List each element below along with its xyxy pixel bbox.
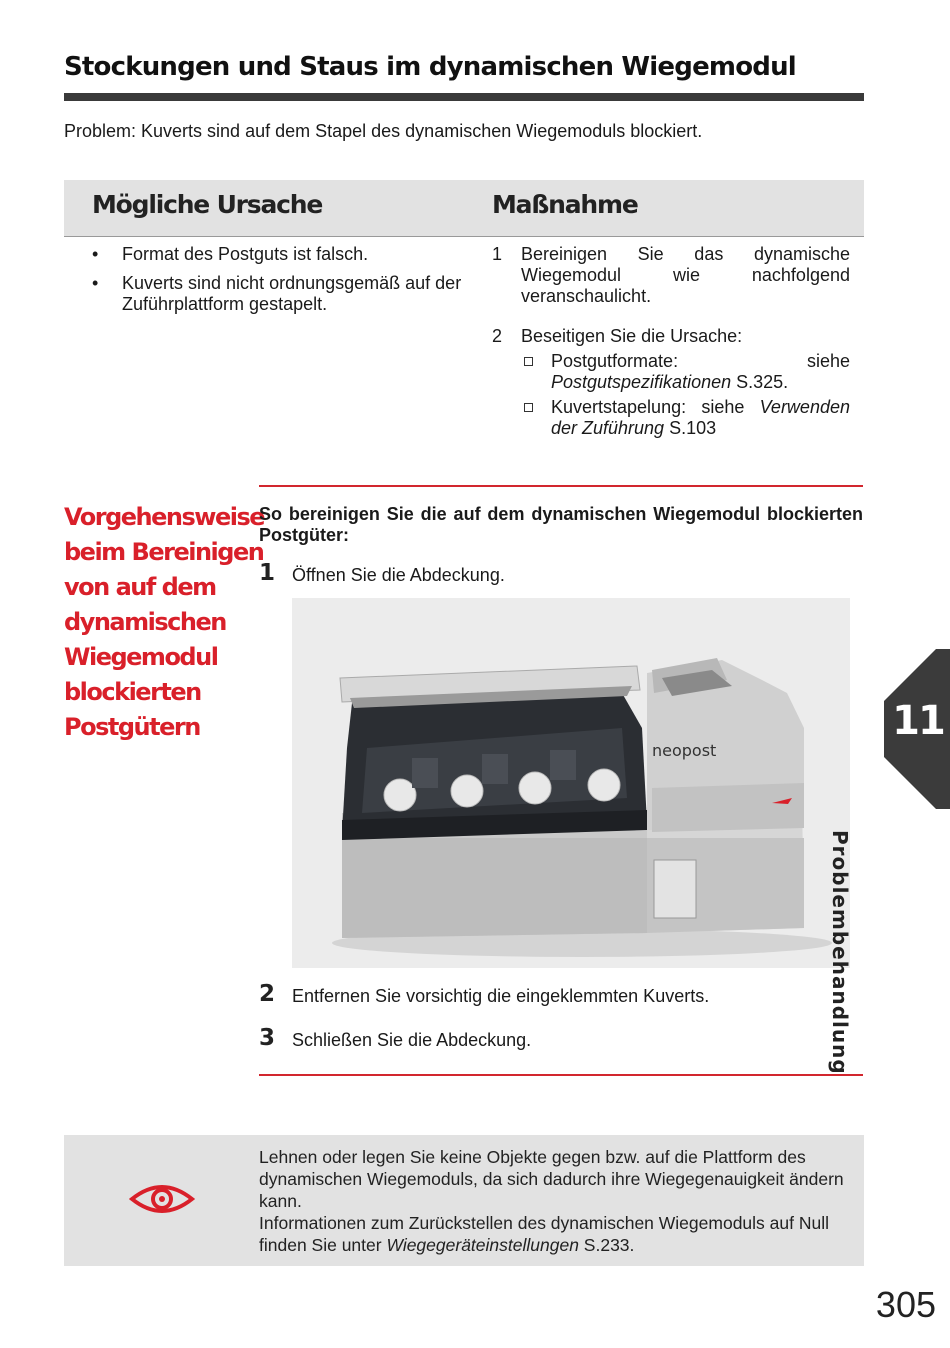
open-weighing-module-illustration <box>292 598 850 968</box>
note-text <box>259 1146 849 1256</box>
table-header-measure: Maßnahme <box>492 190 638 219</box>
cross-reference-link[interactable]: Verwenden der Zuführung <box>551 397 850 438</box>
measure-text: Beseitigen Sie die Ursache: <box>521 326 743 346</box>
measure-item <box>492 326 850 439</box>
page-title: Stockungen und Staus im dynamischen Wiegemodul <box>64 52 796 82</box>
step-number: 2 <box>259 981 276 1007</box>
cross-reference-link[interactable]: Wiegegeräteinstellungen <box>386 1235 579 1255</box>
measure-text: Bereinigen Sie das dynamische Wiegemodul wie nachfolgend veranschaulicht. <box>521 244 850 306</box>
cause-item: • Kuverts sind nicht ordnungsgemäß auf der Zuführplattform gestapelt. <box>92 273 462 315</box>
checkbox-square-icon <box>524 357 533 366</box>
checkbox-square-icon <box>524 403 533 412</box>
procedure-heading: So bereinigen Sie die auf dem dynamischen Wiegemodul blockierten Postgüter: <box>259 504 863 545</box>
step-number: 1 <box>259 560 276 586</box>
table-divider <box>64 236 864 237</box>
note-warning: Lehnen oder legen Sie keine Objekte gegen bzw. auf die Plattform des dynamischen Wiegemoduls, da sich dadurch ihre Wiegegenauigkeit ändern kann. <box>259 1147 844 1211</box>
cause-list <box>92 244 462 323</box>
section-side-title: Vorgehensweise beim Bereinigen von auf dem dynamischen Wiegemodul blockierten Postgütern <box>64 503 265 741</box>
title-rule <box>64 93 864 101</box>
machine-photo <box>292 598 850 968</box>
measure-subitem: Kuvertstapelung: siehe Verwenden der Zuführung S.103 <box>521 397 850 439</box>
section-rule-top <box>259 485 863 487</box>
step-text: Öffnen Sie die Abdeckung. <box>292 565 505 585</box>
measure-subitem: Postgutformate: siehe Postgutspezifikationen S.325. <box>521 351 850 393</box>
eye-icon <box>129 1181 195 1222</box>
chapter-number: 11 <box>892 698 944 744</box>
section-rule-bottom <box>259 1074 863 1076</box>
problem-statement: Problem: Kuverts sind auf dem Stapel des dynamischen Wiegemoduls blockiert. <box>64 121 703 141</box>
chapter-label: Problembehandlung <box>828 830 852 1075</box>
table-header-cause: Mögliche Ursache <box>92 190 323 219</box>
measure-number: 1 <box>492 244 503 264</box>
cause-item: • Format des Postguts ist falsch. <box>92 244 462 265</box>
measure-number: 2 <box>492 326 503 346</box>
cross-reference-link[interactable]: Postgutspezifikationen <box>551 372 732 392</box>
measure-list <box>492 244 850 439</box>
note-reference: Informationen zum Zurückstellen des dynamischen Wiegemoduls auf Null finden Sie unter Wiegegeräteinstellungen S.233. <box>259 1213 829 1255</box>
step-text: Entfernen Sie vorsichtig die eingeklemmten Kuverts. <box>292 986 710 1006</box>
step-number: 3 <box>259 1025 276 1051</box>
brand-label: neopost <box>652 741 717 760</box>
step-text: Schließen Sie die Abdeckung. <box>292 1030 532 1050</box>
page-number: 305 <box>875 1284 936 1325</box>
measure-item <box>492 244 850 307</box>
